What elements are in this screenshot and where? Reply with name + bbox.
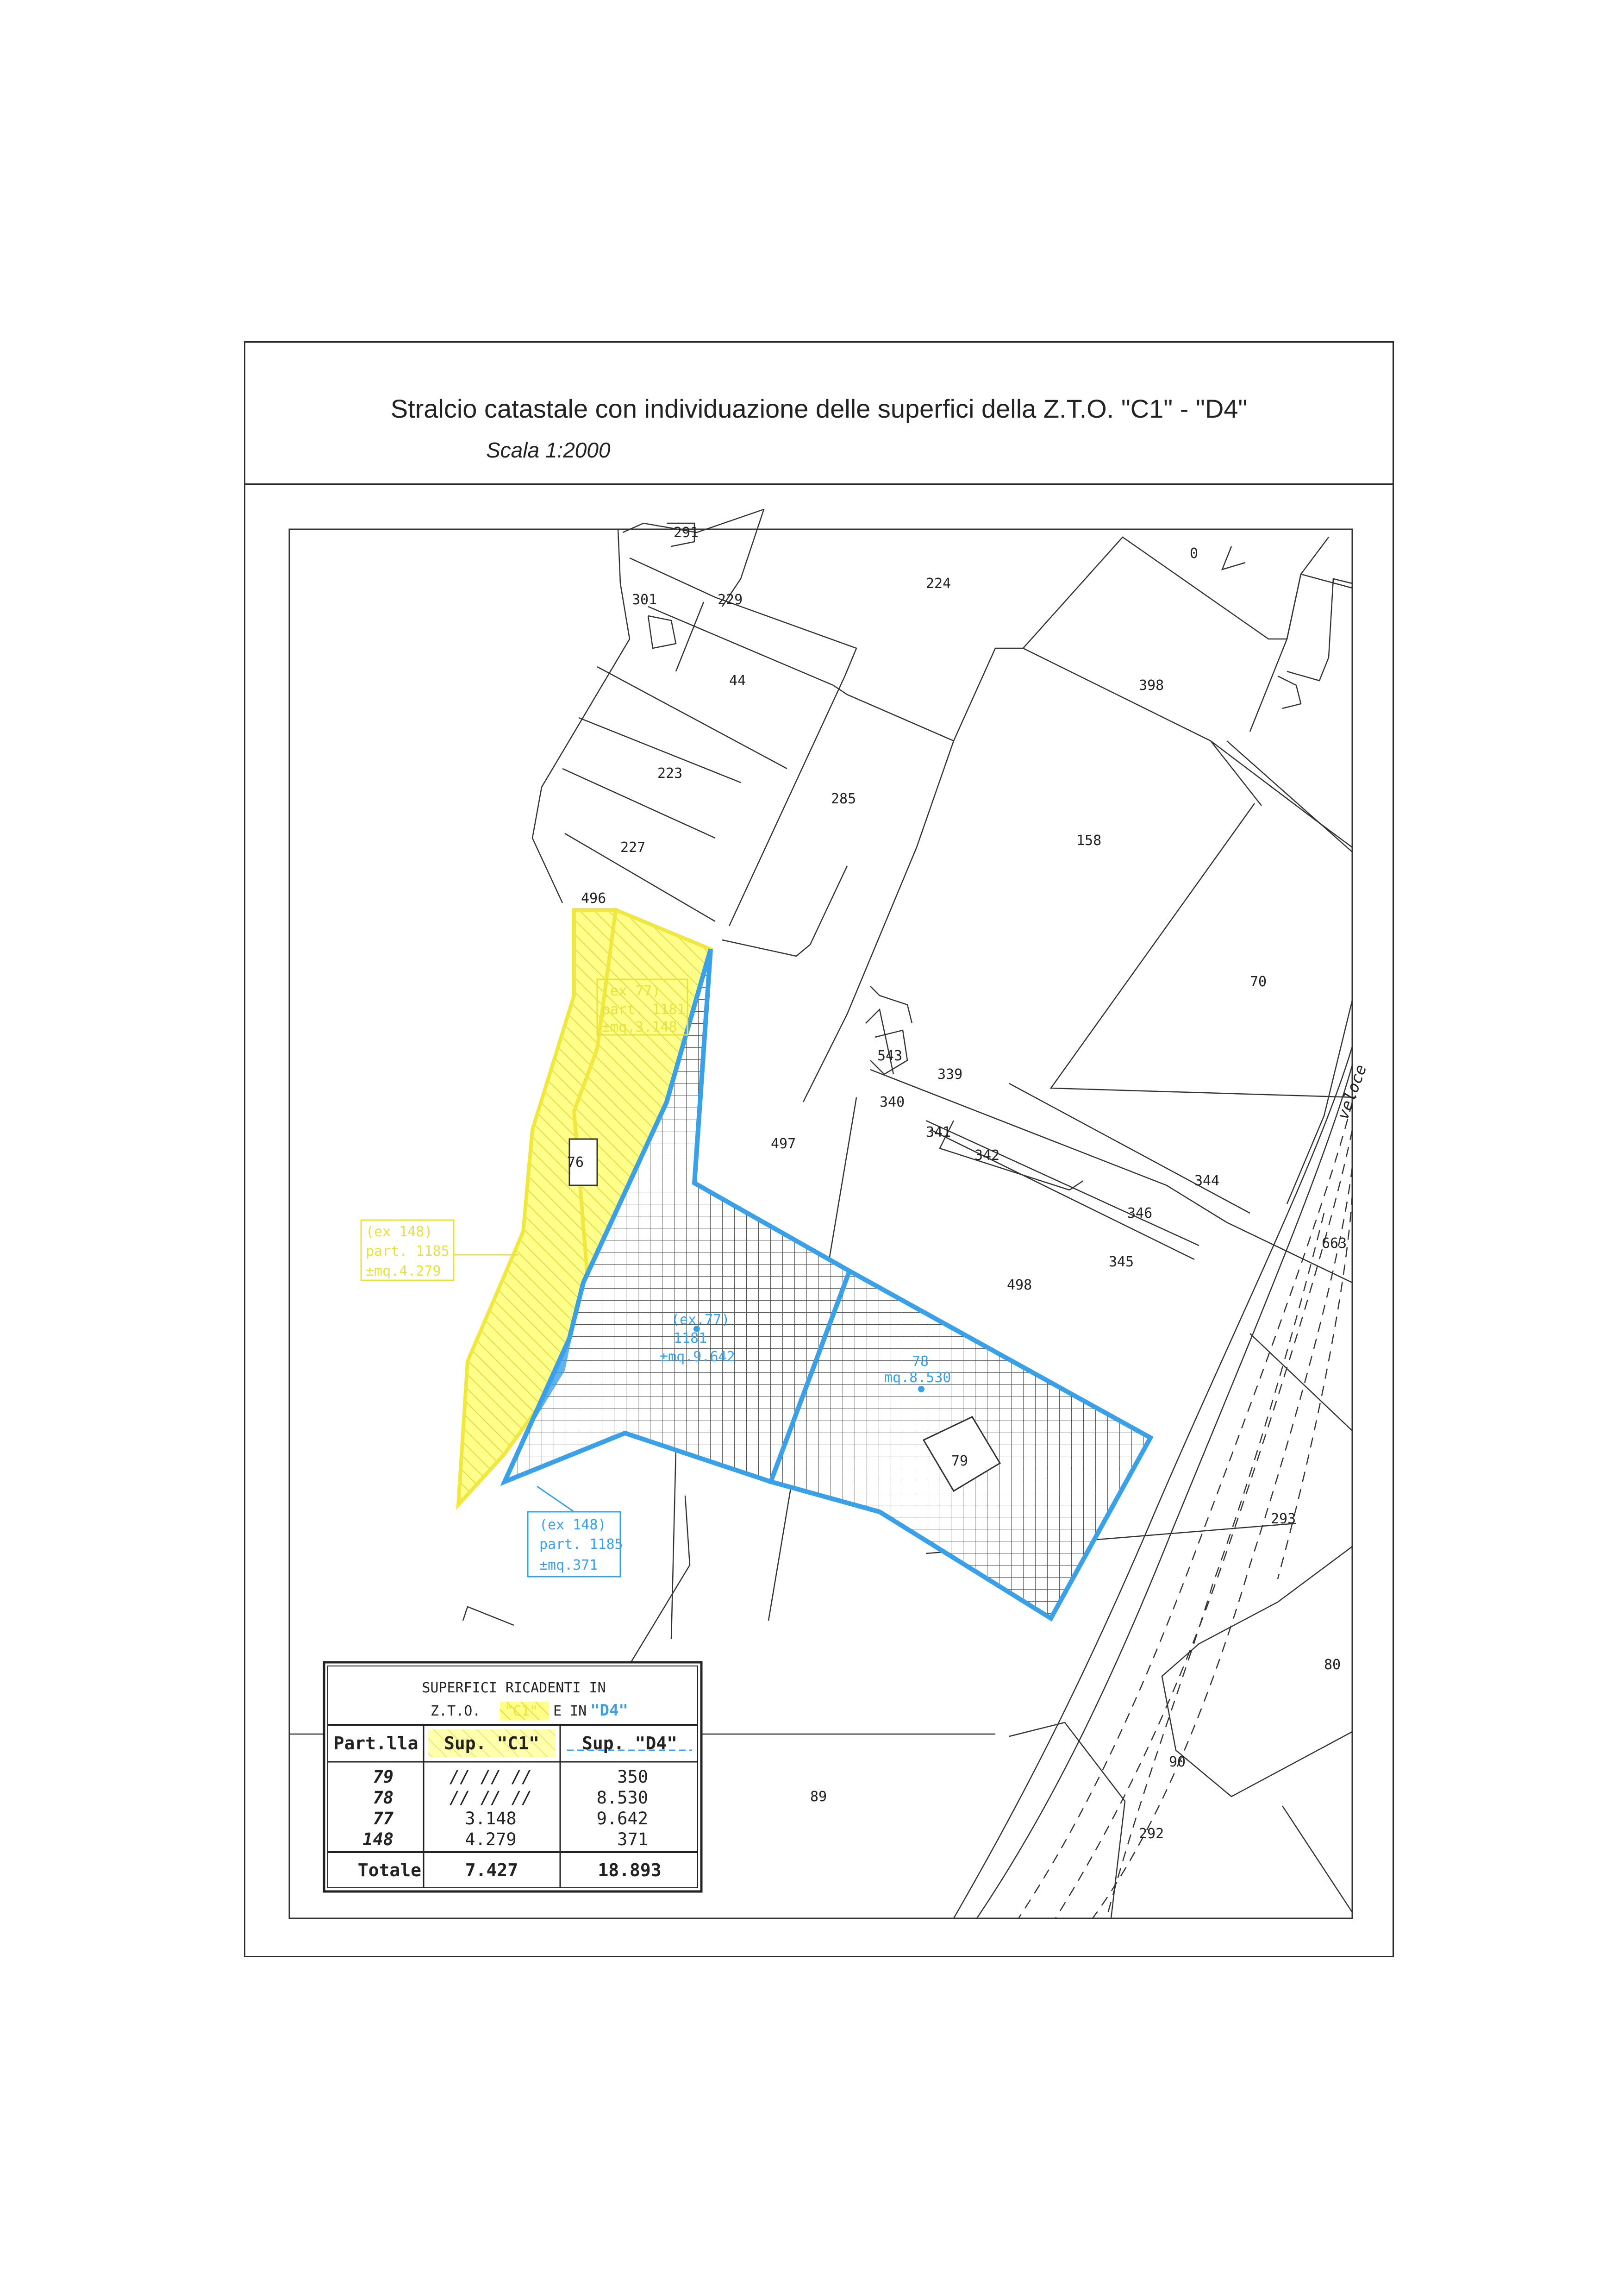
legend-col-part: Part.lla <box>333 1733 418 1753</box>
svg-text:part. 1181: part. 1181 <box>602 1002 686 1018</box>
legend-row-d4: 371 <box>617 1829 648 1849</box>
legend-header-mid: E IN <box>553 1703 587 1719</box>
legend-row-c1: // // // <box>449 1767 532 1787</box>
parcel-398: 398 <box>1139 677 1164 694</box>
svg-text:±mq.3.148: ±mq.3.148 <box>602 1019 677 1035</box>
parcel-339: 339 <box>937 1066 963 1083</box>
parcel-497: 497 <box>771 1136 796 1152</box>
svg-text:78: 78 <box>912 1353 929 1370</box>
parcel-342: 342 <box>974 1147 1000 1164</box>
svg-text:(ex 77): (ex 77) <box>602 983 661 999</box>
parcel-285: 285 <box>831 791 856 807</box>
d4-label-148 <box>528 1486 623 1577</box>
legend-row-d4: 9.642 <box>596 1809 648 1829</box>
legend-total-c1: 7.427 <box>465 1860 518 1880</box>
c1-label-148 <box>361 1220 518 1280</box>
legend-col-d4: Sup. "D4" <box>582 1733 677 1753</box>
legend-row-c1: 4.279 <box>465 1829 517 1849</box>
parcel-341: 341 <box>926 1124 951 1140</box>
parcel-498: 498 <box>1007 1277 1032 1293</box>
legend-header-c1: "C1" <box>505 1703 538 1719</box>
svg-text:±mq.371: ±mq.371 <box>539 1557 598 1573</box>
legend-table <box>324 1662 701 1891</box>
parcel-79: 79 <box>951 1453 968 1469</box>
parcel-543: 543 <box>877 1048 903 1064</box>
parcel-224: 224 <box>926 576 951 592</box>
parcel-346: 346 <box>1127 1205 1153 1221</box>
legend-header-line1: SUPERFICI RICADENTI IN <box>422 1680 606 1696</box>
svg-text:part. 1185: part. 1185 <box>366 1243 450 1259</box>
parcel-90: 90 <box>1169 1754 1186 1770</box>
svg-text:part. 1185: part. 1185 <box>539 1536 623 1553</box>
scale-label: Scala 1:2000 <box>486 438 611 462</box>
parcel-496: 496 <box>581 890 606 907</box>
svg-text:±mq.9.642: ±mq.9.642 <box>660 1349 735 1365</box>
parcel-291: 291 <box>674 525 699 541</box>
parcel-292: 292 <box>1139 1826 1164 1842</box>
legend-row-part: 79 <box>373 1767 394 1787</box>
parcel-293: 293 <box>1271 1511 1296 1527</box>
parcel-80: 80 <box>1324 1657 1341 1673</box>
parcel-344: 344 <box>1194 1173 1220 1189</box>
parcel-229: 229 <box>718 592 743 608</box>
legend-row-c1: 3.148 <box>465 1809 517 1829</box>
parcel-70: 70 <box>1250 974 1267 990</box>
parcel-44: 44 <box>729 673 746 689</box>
svg-text:(ex.77): (ex.77) <box>671 1312 730 1328</box>
legend-col-c1: Sup. "C1" <box>444 1733 539 1753</box>
parcel-89: 89 <box>810 1789 827 1805</box>
legend-row-c1: // // // <box>449 1788 532 1808</box>
legend-row-part: 78 <box>373 1788 394 1808</box>
legend-total-d4: 18.893 <box>598 1860 662 1880</box>
legend-header-prefix: Z.T.O. <box>431 1703 481 1719</box>
legend-row-part: 77 <box>373 1809 394 1829</box>
parcel-301: 301 <box>632 592 657 608</box>
legend-total-label: Totale <box>357 1860 421 1880</box>
page-title: Stralcio catastale con individuazione delle superfici della Z.T.O. "C1" - "D4" <box>390 394 1248 423</box>
legend-header-d4: "D4" <box>590 1701 628 1720</box>
legend-row-part: 148 <box>362 1829 394 1849</box>
svg-text:(ex 148): (ex 148) <box>539 1517 606 1533</box>
parcel-223: 223 <box>657 765 683 782</box>
parcel-158: 158 <box>1076 833 1102 849</box>
svg-text:±mq.4.279: ±mq.4.279 <box>366 1263 441 1279</box>
parcel-663: 663 <box>1322 1235 1347 1252</box>
parcel-340: 340 <box>880 1094 905 1110</box>
svg-text:(ex 148): (ex 148) <box>366 1224 433 1240</box>
svg-text:mq.8.530: mq.8.530 <box>884 1370 951 1386</box>
legend-row-d4: 8.530 <box>596 1788 648 1808</box>
parcel-227: 227 <box>620 839 646 856</box>
parcel-345: 345 <box>1109 1254 1134 1270</box>
svg-text:1181: 1181 <box>674 1330 707 1346</box>
parcel-0: 0 <box>1190 545 1199 562</box>
legend-row-d4: 350 <box>617 1767 648 1787</box>
parcel-76: 76 <box>567 1154 584 1171</box>
road-label: veloce <box>1333 1062 1371 1122</box>
